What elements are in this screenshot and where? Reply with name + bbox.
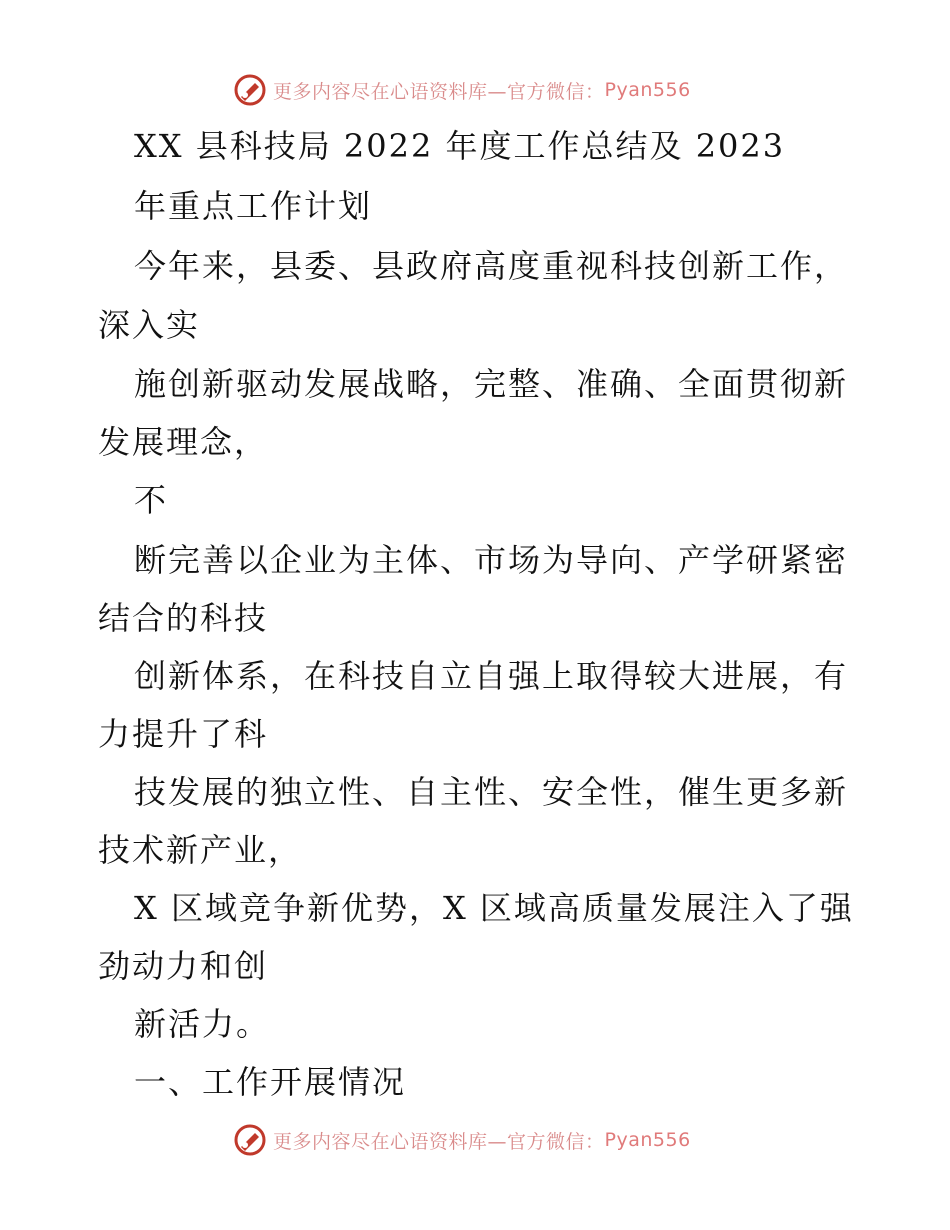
logo-icon	[233, 73, 267, 107]
document-title-line-2: 年重点工作计划	[134, 187, 373, 225]
section-heading: 一、工作开展情况	[134, 1063, 407, 1101]
paragraph-line: 今年来，县委、县政府高度重视科技创新工作，	[134, 247, 849, 285]
paragraph-line: X 区域竞争新优势，X 区域高质量发展注入了强	[134, 889, 854, 927]
paragraph-line: 技术新产业，	[98, 831, 303, 869]
paragraph-line: 发展理念，	[98, 423, 269, 461]
watermark-footer	[233, 1122, 691, 1158]
logo-icon	[233, 1123, 267, 1157]
watermark-handle: Pyan556	[604, 79, 691, 101]
paragraph-line: 不	[134, 481, 169, 519]
watermark-header	[233, 72, 691, 108]
paragraph-line: 深入实	[98, 306, 201, 344]
watermark-handle: Pyan556	[604, 1129, 691, 1151]
paragraph-line: 创新体系，在科技自立自强上取得较大进展，有	[134, 657, 849, 695]
document-title-line-1: XX 县科技局 2022 年度工作总结及 2023	[134, 127, 786, 165]
watermark-text: 更多内容尽在心语资料库—官方微信：	[273, 80, 605, 103]
paragraph-line: 劲动力和创	[98, 947, 269, 985]
watermark-text: 更多内容尽在心语资料库—官方微信：	[273, 1130, 605, 1153]
paragraph-line: 力提升了科	[98, 715, 269, 753]
paragraph-line: 新活力。	[134, 1005, 271, 1043]
paragraph-line: 施创新驱动发展战略，完整、准确、全面贯彻新	[134, 365, 849, 403]
paragraph-line: 技发展的独立性、自主性、安全性，催生更多新	[134, 773, 849, 811]
paragraph-line: 断完善以企业为主体、市场为导向、产学研紧密	[134, 541, 849, 579]
paragraph-line: 结合的科技	[98, 599, 269, 637]
